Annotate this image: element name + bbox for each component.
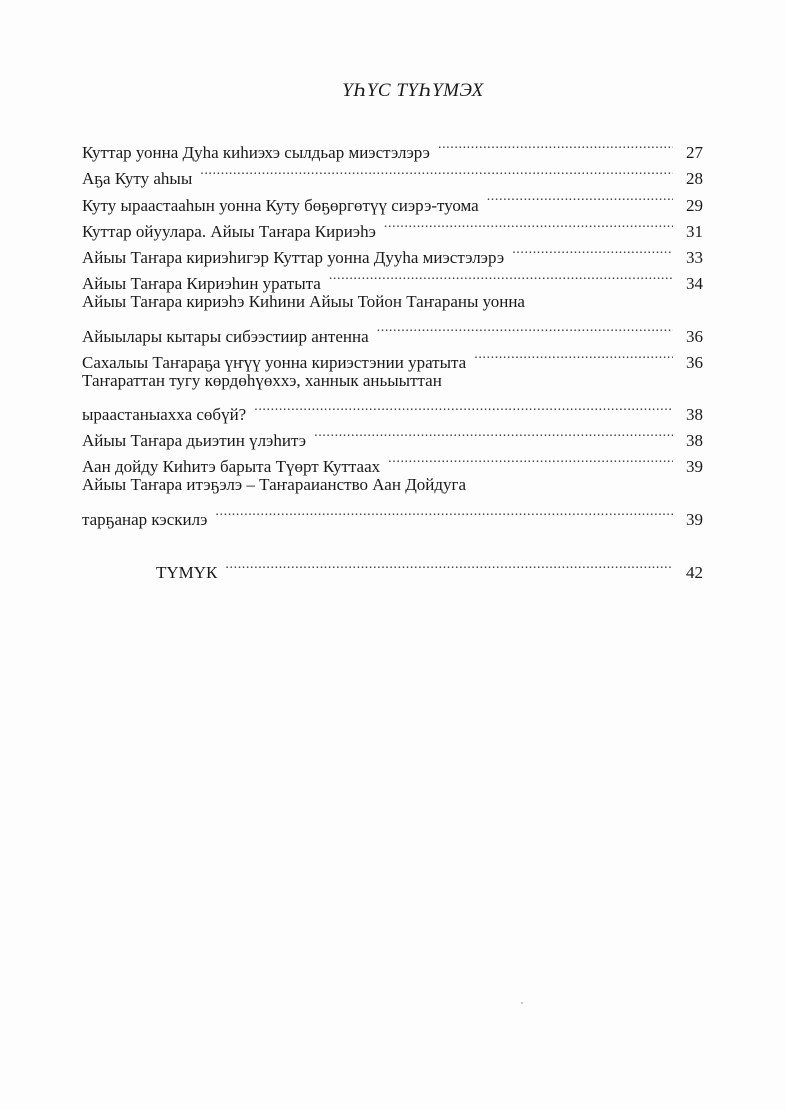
toc-entry-page: 29: [686, 195, 703, 215]
toc-entry-first-line: [82, 289, 703, 315]
toc-entry: [82, 132, 703, 163]
dot-leader: [438, 132, 673, 158]
toc-entry-text: Айыы Таҥара Кириэһин уратыта: [82, 274, 321, 294]
scan-speck: [521, 1002, 523, 1004]
dot-leader: [384, 211, 673, 237]
toc-entry-text: Айыы Таҥара итэҕэлэ – Таҥараианство Аан Дойдуга: [82, 475, 467, 495]
toc-entry-text: Аҕа Куту аһыы: [82, 169, 193, 189]
toc-entry-page: 38: [686, 405, 703, 425]
toc-entry-page: 27: [686, 143, 703, 163]
dot-leader: [329, 263, 673, 289]
toc-entry: [156, 552, 703, 583]
toc-entry-text: Таҥараттан тугу көрдөһүөххэ, ханнык аньыыттан: [82, 370, 442, 390]
toc-entry-text: ТҮМҮК: [156, 563, 218, 583]
toc-entry-page: 38: [686, 431, 703, 451]
dot-leader: [388, 446, 673, 472]
toc-entry-text: Сахалыы Таҥараҕа үҥүү уонна кириэстэнии уратыта: [82, 352, 467, 372]
toc-entry-page: 42: [686, 563, 703, 583]
toc-entry: [82, 499, 703, 529]
toc-entry-page: 39: [686, 509, 703, 529]
toc-entry-page: 33: [686, 247, 703, 267]
dot-leader: [215, 499, 673, 525]
table-of-contents: [82, 132, 703, 529]
toc-entry-page: 36: [686, 326, 703, 346]
toc-entry-text: Айыылары кытары сибээстиир антенна: [82, 326, 369, 346]
dot-leader: [314, 420, 673, 446]
toc-entry-text: Куттар уонна Дуһа киһиэхэ сылдьар миэстэлэрэ: [82, 143, 430, 163]
page-title: ҮҺҮС ТҮҺҮМЭХ: [342, 80, 484, 101]
toc-entry-first-line: [82, 368, 703, 394]
toc-entry-text: Аан дойду Киһитэ барыта Түөрт Куттаах: [82, 457, 381, 477]
toc-entry-text: Куту ыраастааһын уонна Куту бөҕөргөтүү сиэрэ-туома: [82, 195, 479, 215]
toc-entry-first-line: [82, 472, 703, 498]
dot-leader: [474, 342, 673, 368]
toc-entry: [82, 394, 703, 425]
toc-entry-page: 36: [686, 352, 703, 372]
dot-leader: [512, 237, 673, 263]
toc-entry-page: 28: [686, 169, 703, 189]
dot-leader: [225, 552, 673, 578]
toc-entry-page: 39: [686, 457, 703, 477]
toc-entry-text: Айыы Таҥара дьиэтин үлэһитэ: [82, 431, 307, 451]
dot-leader: [254, 394, 673, 420]
toc-entry-page: 31: [686, 221, 703, 241]
toc-entry-text: Куттар ойуулара. Айыы Таҥара Кириэһэ: [82, 221, 376, 241]
dot-leader: [487, 184, 673, 210]
toc-entry-text: тарҕанар кэскилэ: [82, 509, 208, 529]
toc-entry-text: Айыы Таҥара кириэһигэр Куттар уонна Дууһа миэстэлэрэ: [82, 247, 505, 267]
toc-entry-text: Айыы Таҥара кириэһэ Киһини Айыы Тойон Таҥараны уонна: [82, 292, 525, 312]
toc-conclusion: [156, 552, 703, 583]
dot-leader: [200, 158, 673, 184]
dot-leader: [377, 315, 673, 341]
toc-entry-text: ыраастаныахха сөбүй?: [82, 405, 247, 425]
toc-entry: [82, 315, 703, 346]
toc-entry-page: 34: [686, 274, 703, 294]
